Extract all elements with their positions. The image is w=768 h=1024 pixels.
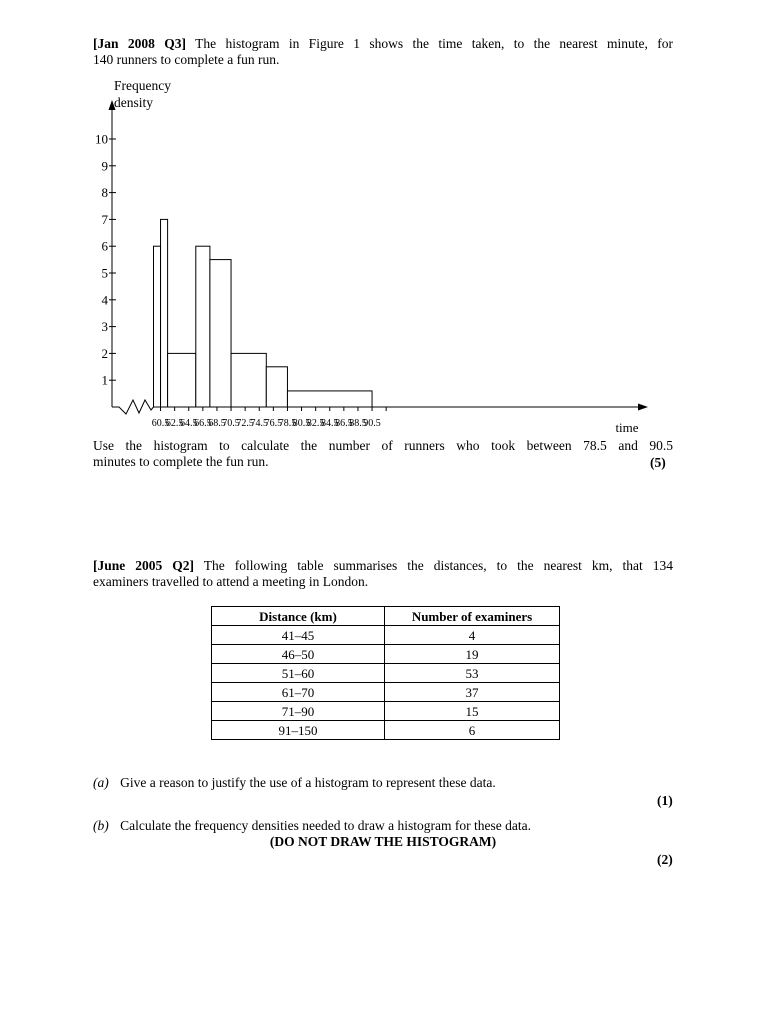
- table-row: [212, 664, 560, 683]
- y-tick-label: 8: [101, 185, 108, 201]
- table-row: [212, 702, 560, 721]
- part-a-label: (a): [93, 775, 109, 790]
- x-axis-label: time: [615, 420, 639, 435]
- y-axis-label-line2: density: [114, 95, 153, 110]
- histogram-bar: [154, 246, 161, 407]
- x-tick-label: 88.5: [349, 418, 367, 429]
- table-header-row: [212, 607, 560, 626]
- cell-distance: 51–60: [212, 664, 385, 683]
- x-tick-label: 84.5: [321, 418, 339, 429]
- cell-distance: 46–50: [212, 645, 385, 664]
- part-b-text: Calculate the frequency densities needed to draw a histogram for these data.: [120, 818, 531, 833]
- part-b: [93, 818, 531, 834]
- cell-count: 53: [385, 664, 560, 683]
- cell-count: 15: [385, 702, 560, 721]
- table-row: [212, 645, 560, 664]
- y-tick-label: 5: [101, 265, 108, 281]
- x-tick-label: 76.5: [264, 418, 283, 429]
- q1-marks: (5): [650, 455, 666, 470]
- part-a: [93, 775, 496, 791]
- cell-count: 19: [385, 645, 560, 664]
- header-examiners: Number of examiners: [385, 607, 560, 626]
- x-tick-label: 68.5: [208, 418, 226, 429]
- cell-distance: 41–45: [212, 626, 385, 645]
- q1-intro-line2: 140 runners to complete a fun run.: [93, 52, 280, 67]
- x-tick-label: 90.5: [363, 418, 381, 429]
- table-row: [212, 683, 560, 702]
- cell-count: 6: [385, 721, 560, 740]
- header-distance: Distance (km): [212, 607, 385, 626]
- histogram-bar: [168, 353, 196, 407]
- x-tick-label: 64.5: [180, 418, 198, 429]
- part-b-marks: (2): [657, 852, 673, 867]
- x-tick-label: 74.5: [250, 418, 268, 429]
- histogram-bar: [231, 353, 266, 407]
- part-a-text: Give a reason to justify the use of a histogram to represent these data.: [120, 775, 496, 790]
- q1-task-line1: Use the histogram to calculate the number of runners who took between 78.5 and 90.5: [93, 438, 673, 453]
- x-axis-arrow: [638, 404, 648, 411]
- x-tick-label: 78.5: [278, 418, 297, 429]
- x-tick-label: 60.5: [151, 418, 170, 429]
- x-tick-label: 70.5: [222, 418, 240, 429]
- y-tick-label: 3: [101, 319, 108, 335]
- axis-break: [112, 400, 154, 414]
- histogram-chart: [0, 0, 768, 440]
- x-tick-label: 86.5: [335, 418, 353, 429]
- y-tick-label: 9: [101, 158, 108, 174]
- part-b-note: (DO NOT DRAW THE HISTOGRAM): [269, 834, 497, 849]
- part-a-marks: (1): [657, 793, 673, 808]
- histogram-bar: [161, 219, 168, 407]
- x-tick-label: 72.5: [236, 418, 254, 429]
- table-row: [212, 721, 560, 740]
- histogram-bar: [210, 260, 231, 407]
- y-tick-label: 6: [101, 238, 108, 254]
- y-axis-label-line1: Frequency: [114, 78, 171, 93]
- x-tick-label: 66.5: [194, 418, 212, 429]
- cell-distance: 61–70: [212, 683, 385, 702]
- histogram-bar: [266, 367, 287, 407]
- q2-intro-line1: The following table summarises the distances, to the nearest km, that 134: [203, 558, 673, 573]
- cell-distance: 71–90: [212, 702, 385, 721]
- q2-ref: [June 2005 Q2]: [93, 558, 195, 573]
- q2-intro: [93, 558, 673, 590]
- cell-count: 37: [385, 683, 560, 702]
- q1-task: [93, 438, 673, 470]
- y-axis-arrow: [109, 100, 116, 110]
- x-tick-label: 62.5: [165, 418, 184, 429]
- q2-intro-line2: examiners travelled to attend a meeting in London.: [93, 574, 369, 589]
- q1-intro-line1: The histogram in Figure 1 shows the time taken, to the nearest minute, for: [195, 36, 673, 51]
- y-tick-label: 1: [101, 372, 108, 388]
- y-tick-label: 10: [95, 131, 108, 147]
- cell-count: 4: [385, 626, 560, 645]
- q1-ref: [Jan 2008 Q3]: [93, 36, 186, 51]
- cell-distance: 91–150: [212, 721, 385, 740]
- histogram-bar: [196, 246, 210, 407]
- y-tick-label: 2: [101, 345, 108, 361]
- y-tick-label: 4: [101, 292, 108, 308]
- x-tick-label: 80.5: [292, 418, 311, 429]
- q1-task-line2: minutes to complete the fun run.: [93, 454, 269, 469]
- y-tick-label: 7: [101, 211, 108, 227]
- table-row: [212, 626, 560, 645]
- part-b-label: (b): [93, 818, 109, 833]
- x-tick-label: 82.5: [306, 418, 325, 429]
- histogram-bar: [287, 391, 372, 407]
- distance-table: [211, 606, 560, 740]
